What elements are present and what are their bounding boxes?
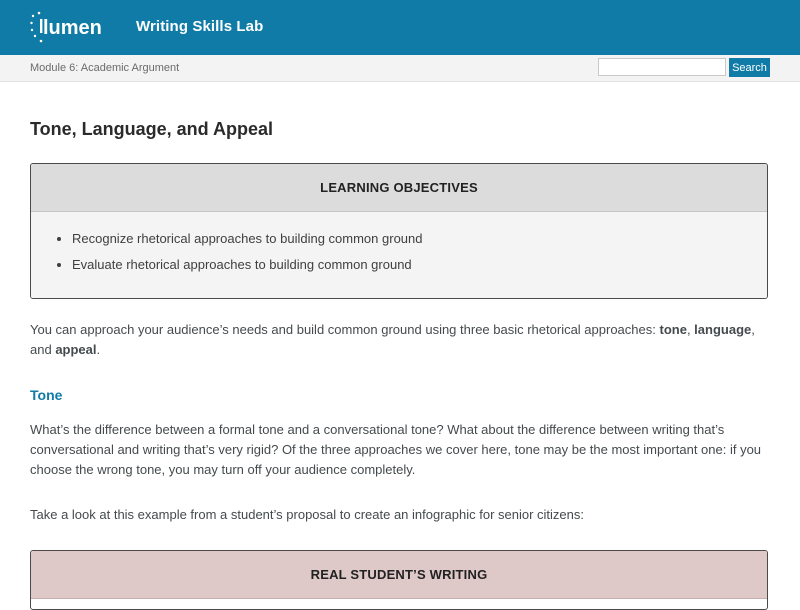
tone-section-heading: Tone [30,387,63,403]
page-title: Tone, Language, and Appeal [30,119,274,139]
intro-separator: , and [30,322,755,357]
lumen-logo[interactable] [30,10,110,46]
real-student-writing-box [30,550,768,610]
search-input[interactable] [598,58,726,76]
intro-end: . [96,342,101,357]
real-student-writing-heading: REAL STUDENT’S WRITING [31,551,767,599]
learning-objectives-list [31,212,767,283]
lumen-logo-text: lumen [43,17,102,39]
intro-text: You can approach your audience’s needs and build common ground using three basic rhetorical approaches: [30,322,660,337]
tone-paragraph: What’s the difference between a formal tone and a conversational tone? What about the difference between writing that’s conversational and writing that’s very rigid? Of the three approaches we cover here, tone may be the most important one: if you choose the wrong tone, you may turn off your audience completely. [30,422,762,477]
top-header-bar [0,0,800,55]
term-appeal: appeal [55,342,97,357]
intro-paragraph [30,320,770,360]
intro-separator: , [686,322,695,337]
learning-objectives-heading: LEARNING OBJECTIVES [31,164,767,212]
learning-objectives-body [31,212,767,299]
module-navigation-bar [0,55,800,82]
list-item: • Evaluate rhetorical approaches to building common ground [72,257,767,283]
learning-objectives-box [30,163,768,299]
breadcrumb[interactable]: Module 6: Academic Argument [30,62,180,74]
list-item: • Recognize rhetorical approaches to building common ground [72,231,767,257]
book-title-link[interactable]: Writing Skills Lab [136,18,264,35]
term-language: language [694,322,752,337]
lumen-logo-graphic [30,10,110,46]
example-intro-paragraph: Take a look at this example from a student’s proposal to create an infographic for senior citizens: [30,507,584,522]
search-button[interactable]: Search [729,58,770,77]
term-tone: tone [659,322,687,337]
